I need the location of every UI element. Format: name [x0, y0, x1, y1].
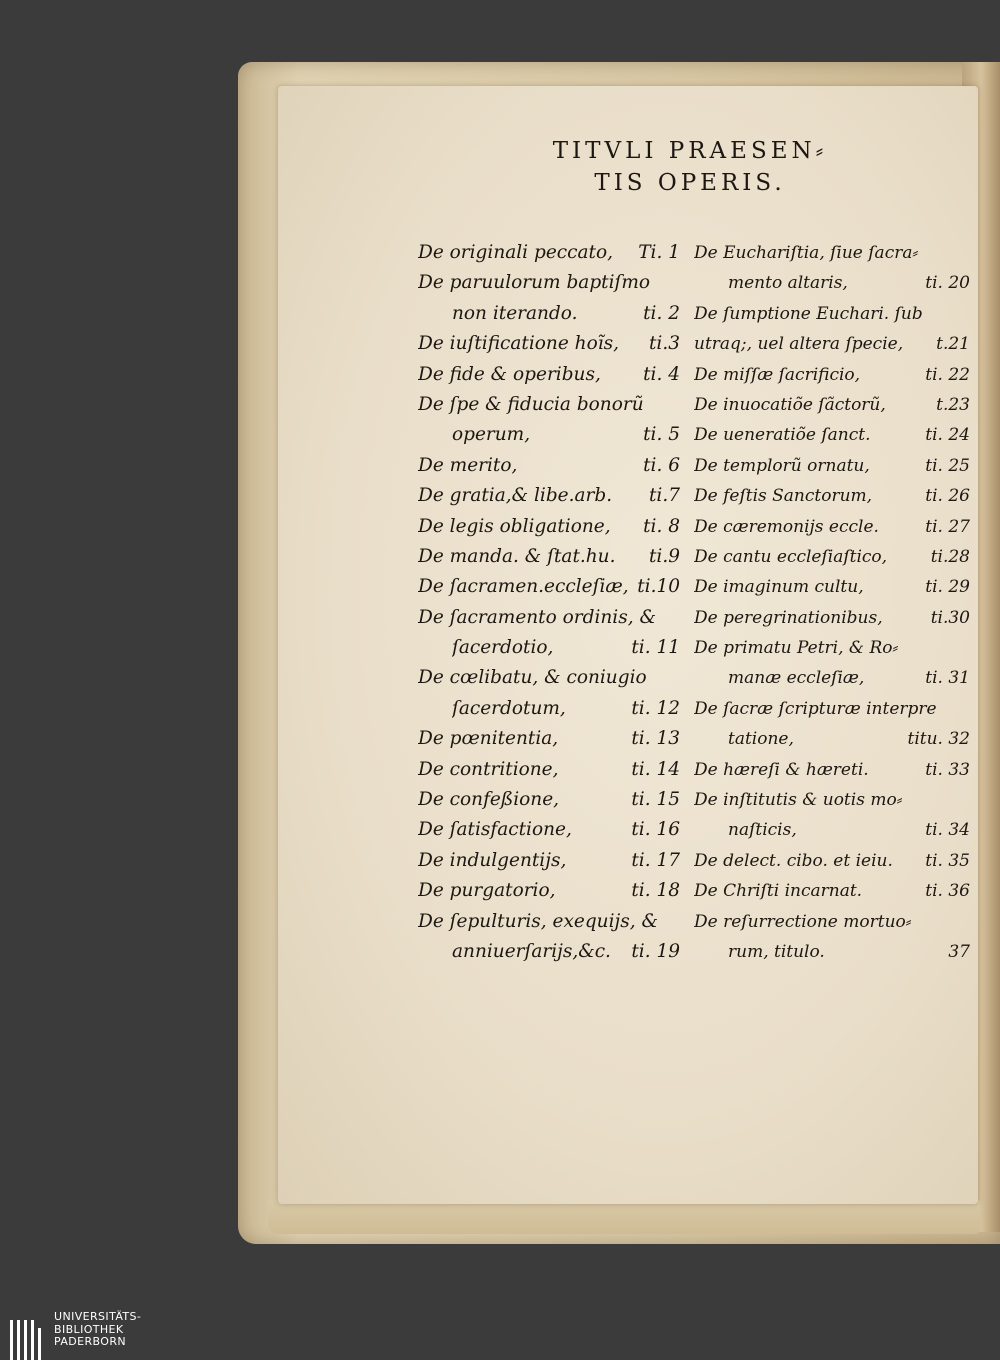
title-entry [694, 724, 970, 754]
entry-number: ti.3 [648, 333, 680, 355]
entry-text: anniuerſarijs,&c. [452, 940, 611, 962]
entry-number: ti. 11 [631, 637, 680, 659]
title-entry [418, 694, 680, 724]
title-entry [694, 603, 970, 633]
cover-bottom-fold [268, 1200, 980, 1234]
title-entry [418, 238, 680, 268]
entry-text: De manda. & ſtat.hu. [418, 545, 616, 567]
entry-number: ti. 36 [925, 881, 970, 902]
entry-text: De ſepulturis, exequijs, & [418, 910, 658, 932]
title-entry [418, 846, 680, 876]
entry-text: De contritione, [418, 758, 559, 780]
entry-number [674, 603, 680, 633]
entry-number: ti. 35 [925, 850, 970, 871]
entry-number [964, 785, 970, 815]
entry-text: De ſacramen.eccleſiæ, [418, 576, 629, 598]
entry-number: t.21 [936, 334, 970, 355]
entry-text: De indulgentijs, [418, 849, 567, 871]
entry-number [964, 694, 970, 724]
entry-number: ti. 2 [643, 302, 680, 324]
entry-text: De cæremonijs eccle. [694, 516, 879, 537]
entry-number: ti. 31 [925, 668, 970, 689]
entry-text: De gratia,& libe.arb. [418, 485, 613, 507]
entry-text: De primatu Petri, & Ro⸗ [694, 638, 899, 659]
page-title-line-2: TIS OPERIS. [594, 170, 786, 196]
title-entry [418, 420, 680, 450]
title-entry [694, 694, 970, 724]
entry-number: ti. 15 [631, 789, 680, 811]
entry-text: De ſatisfactione, [418, 819, 572, 841]
entry-number [964, 907, 970, 937]
title-entry [694, 876, 970, 906]
entry-number: ti. 13 [631, 728, 680, 750]
entry-number: ti. 18 [631, 880, 680, 902]
title-entry [418, 603, 680, 633]
entry-number: ti. 25 [925, 455, 970, 476]
entry-text: De ſumptione Euchari. ſub [694, 303, 923, 324]
title-entry [418, 907, 680, 937]
entry-number: ti. 24 [925, 425, 970, 446]
footer-bar [0, 1310, 1000, 1360]
title-entry [694, 512, 970, 542]
entry-text: De inſtitutis & uotis mo⸗ [694, 790, 903, 811]
title-entry [694, 360, 970, 390]
entry-text: De merito, [418, 454, 518, 476]
entry-number: ti. 5 [643, 424, 680, 446]
entry-number: ti. 6 [643, 454, 680, 476]
entry-number: ti. 17 [631, 849, 680, 871]
title-entry [694, 542, 970, 572]
entry-text: De Chriſti incarnat. [694, 881, 863, 902]
title-entry [418, 481, 680, 511]
entry-text: tatione, [728, 729, 794, 750]
entry-text: De pœnitentia, [418, 728, 559, 750]
entry-number: ti. 19 [631, 940, 680, 962]
title-entry [418, 633, 680, 663]
title-entry [694, 907, 970, 937]
entry-text: De feſtis Sanctorum, [694, 486, 873, 507]
entry-text: De purgatorio, [418, 880, 556, 902]
entry-number: t.23 [936, 394, 970, 415]
entry-text: ſacerdotum, [452, 697, 566, 719]
title-entry [418, 815, 680, 845]
entry-text: De iuſtificatione hoĩs, [418, 333, 619, 355]
entry-text: utraq;, uel altera ſpecie, [694, 334, 904, 355]
entry-text: De templorũ ornatu, [694, 455, 870, 476]
title-entry [418, 512, 680, 542]
title-entry [694, 815, 970, 845]
title-entry [418, 724, 680, 754]
title-entry [694, 390, 970, 420]
entry-number [964, 633, 970, 663]
title-entry [418, 572, 680, 602]
entry-number: ti.28 [930, 546, 970, 567]
entry-text: De confeßione, [418, 789, 560, 811]
title-entry [694, 299, 970, 329]
title-entry [418, 299, 680, 329]
entry-text: De originali peccato, [418, 242, 613, 263]
entry-number: ti.7 [648, 485, 680, 507]
entry-text: De inuocatiõe ſãctorũ, [694, 394, 886, 415]
title-entry [694, 451, 970, 481]
entry-text: De paruulorum baptiſmo [418, 272, 651, 294]
entry-number: ti. 33 [925, 759, 970, 780]
entry-number: Ti. 1 [638, 242, 680, 263]
entry-number: ti. 27 [925, 516, 970, 537]
entry-number: ti. 14 [631, 758, 680, 780]
table-of-titles-left [418, 238, 680, 967]
entry-number: 37 [948, 941, 970, 962]
title-entry [694, 633, 970, 663]
entry-number: ti.30 [930, 607, 970, 628]
title-entry [694, 755, 970, 785]
entry-text: rum, titulo. [728, 941, 825, 962]
title-entry [418, 663, 680, 693]
entry-number [964, 238, 970, 268]
entry-text: De miſſæ ſacrificio, [694, 364, 861, 385]
entry-number: ti. 16 [631, 819, 680, 841]
entry-number: ti. 34 [925, 820, 970, 841]
entry-text: De ſacræ ſcripturæ interpre [694, 698, 937, 719]
title-entry [694, 481, 970, 511]
title-entry [418, 755, 680, 785]
title-entry [694, 420, 970, 450]
entry-text: De legis obligatione, [418, 515, 611, 537]
entry-text: ſacerdotio, [452, 637, 554, 659]
entry-text: operum, [452, 424, 531, 446]
entry-number [674, 268, 680, 298]
entry-text: De Euchariſtia, ſiue ſacra⸗ [694, 243, 919, 263]
title-entry [694, 663, 970, 693]
library-name-line-2: BIBLIOTHEK [54, 1322, 124, 1336]
entry-number [674, 907, 680, 937]
entry-text: De peregrinationibus, [694, 607, 883, 628]
entry-text: non iterando. [452, 302, 578, 324]
entry-text: De ſacramento ordinis, & [418, 606, 656, 628]
entry-text: manæ eccleſiæ, [728, 668, 865, 689]
title-entry [418, 268, 680, 298]
entry-number [674, 390, 680, 420]
entry-number: ti.9 [648, 545, 680, 567]
entry-text: De hæreſi & hæreti. [694, 759, 869, 780]
entry-number: titu. 32 [907, 729, 970, 750]
title-entry [418, 542, 680, 572]
title-entry [418, 390, 680, 420]
entry-text: De ueneratiõe ſanct. [694, 425, 871, 446]
entry-number: ti.10 [637, 576, 680, 598]
library-name-line-1: UNIVERSITÄTS- [54, 1310, 142, 1323]
entry-text: De reſurrectione mortuo⸗ [694, 911, 912, 932]
library-logo-icon [8, 1318, 48, 1360]
entry-text: naſticis, [728, 820, 797, 841]
title-entry [418, 785, 680, 815]
library-name-line-3: PADERBORN [54, 1335, 127, 1348]
title-entry [694, 238, 970, 268]
title-entry [694, 329, 970, 359]
entry-number: ti. 26 [925, 486, 970, 507]
entry-text: De imaginum cultu, [694, 577, 864, 598]
entry-number [674, 663, 680, 693]
title-entry [418, 937, 680, 967]
entry-number: ti. 4 [643, 363, 680, 385]
title-entry [694, 846, 970, 876]
entry-number [964, 299, 970, 329]
title-entry [694, 785, 970, 815]
title-entry [418, 360, 680, 390]
library-name [54, 1311, 141, 1349]
entry-text: De ſpe & fiducia bonorũ [418, 393, 644, 415]
title-entry [418, 451, 680, 481]
entry-text: mento altaris, [728, 273, 848, 294]
title-entry [694, 268, 970, 298]
page-title-line-1: TITVLI PRAESEN⸗ [552, 138, 828, 164]
entry-text: De fide & operibus, [418, 363, 601, 385]
entry-text: De delect. cibo. et ieiu. [694, 850, 893, 871]
entry-number: ti. 22 [925, 364, 970, 385]
entry-number: ti. 29 [925, 577, 970, 598]
table-of-titles-right [694, 238, 970, 967]
entry-text: De cœlibatu, & coniugio [418, 667, 647, 689]
title-entry [418, 876, 680, 906]
title-entry [694, 572, 970, 602]
entry-text: De cantu eccleſiaſtico, [694, 546, 888, 567]
entry-number: ti. 20 [925, 273, 970, 294]
entry-number: ti. 12 [631, 697, 680, 719]
title-entry [694, 937, 970, 967]
entry-number: ti. 8 [643, 515, 680, 537]
title-entry [418, 329, 680, 359]
